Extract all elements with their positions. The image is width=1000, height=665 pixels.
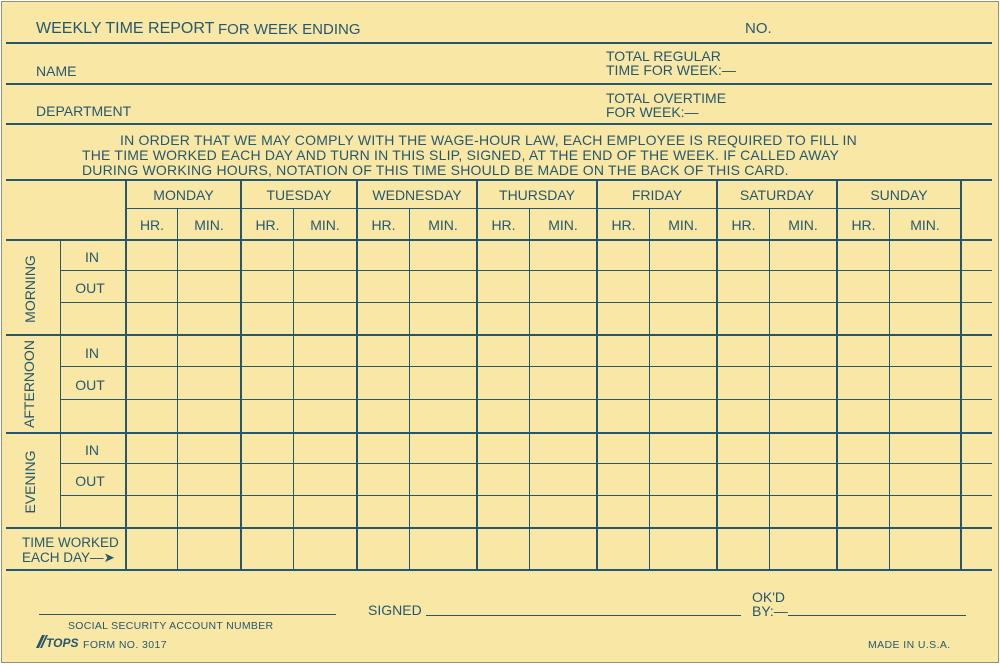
row-rule — [60, 495, 992, 496]
total-overtime-label-2: FOR WEEK:— — [606, 104, 699, 120]
hr-header: HR. — [851, 217, 876, 233]
department-rule — [6, 123, 992, 125]
name-rule — [6, 83, 992, 85]
min-header: MIN. — [668, 217, 698, 233]
grid-bottom-rule — [6, 569, 992, 571]
week-ending-label: FOR WEEK ENDING — [218, 21, 361, 38]
period-rule — [6, 527, 992, 529]
time-worked-label-1: TIME WORKED — [22, 535, 119, 550]
ssn-line — [39, 614, 336, 615]
grid-top-rule — [6, 179, 992, 181]
hr-min-divider — [293, 208, 294, 569]
signature-line — [426, 615, 741, 616]
hr-min-divider — [769, 208, 770, 569]
day-divider — [716, 179, 718, 569]
day-divider — [596, 179, 598, 569]
form-number: FORM NO. 3017 — [83, 639, 167, 651]
day-header-friday: FRIDAY — [631, 187, 683, 203]
department-label: DEPARTMENT — [36, 103, 132, 119]
total-overtime-label-1: TOTAL OVERTIME — [606, 90, 727, 106]
day-header-monday: MONDAY — [153, 187, 214, 203]
hr-header: HR. — [255, 217, 280, 233]
row-rule — [60, 366, 992, 367]
day-header-saturday: SATURDAY — [739, 187, 815, 203]
row-rule — [60, 463, 992, 464]
brand-name: TOPS — [46, 636, 79, 650]
in-label: IN — [85, 345, 99, 361]
okd-label-2: BY:— — [752, 603, 788, 619]
in-label: IN — [85, 442, 99, 458]
number-label: NO. — [745, 20, 772, 37]
day-header-thursday: THURSDAY — [499, 187, 575, 203]
min-header: MIN. — [548, 217, 578, 233]
notice-line-1: IN ORDER THAT WE MAY COMPLY WITH THE WAGE-HOUR LAW, EACH EMPLOYEE IS REQUIRED TO FILL IN — [120, 132, 857, 148]
period-label-morning: MORNING — [22, 255, 38, 323]
hr-header: HR. — [731, 217, 756, 233]
min-header: MIN. — [428, 217, 458, 233]
notice-line-2: THE TIME WORKED EACH DAY AND TURN IN THIS SLIP, SIGNED, AT THE END OF THE WEEK. IF CALLED AWAY — [82, 147, 840, 163]
hr-header: HR. — [139, 217, 165, 233]
made-in-label: MADE IN U.S.A. — [868, 639, 951, 651]
notice-text — [82, 133, 912, 178]
hr-min-divider — [649, 208, 650, 569]
day-header-tuesday: TUESDAY — [266, 187, 332, 203]
time-worked-label-2: EACH DAY—➤ — [22, 550, 115, 565]
ssn-label: SOCIAL SECURITY ACCOUNT NUMBER — [68, 620, 274, 632]
label-column-rule — [125, 179, 127, 569]
header-bottom-rule — [6, 239, 992, 241]
period-rule — [6, 334, 992, 336]
total-regular-label-1: TOTAL REGULAR — [606, 48, 721, 64]
row-rule — [60, 302, 992, 303]
hr-header: HR. — [611, 217, 636, 233]
signed-label: SIGNED — [368, 602, 422, 618]
day-header-sunday: SUNDAY — [870, 187, 928, 203]
day-divider — [356, 179, 358, 569]
period-label-afternoon: AFTERNOON — [21, 340, 37, 428]
out-label: OUT — [75, 377, 105, 393]
day-header-wednesday: WEDNESDAY — [372, 187, 462, 203]
hr-header: HR. — [371, 217, 396, 233]
min-header: MIN. — [788, 217, 818, 233]
period-rule — [6, 432, 992, 434]
period-label-evening: EVENING — [22, 450, 38, 514]
day-divider — [476, 179, 478, 569]
hr-min-divider — [529, 208, 530, 569]
out-label: OUT — [75, 473, 105, 489]
min-header: MIN. — [310, 217, 340, 233]
okd-label-1: OK'D — [752, 589, 786, 605]
min-header: MIN. — [194, 217, 224, 233]
day-divider — [836, 179, 838, 569]
grid-right-rule — [960, 179, 962, 569]
out-label: OUT — [75, 280, 105, 296]
period-column-rule — [60, 239, 61, 527]
hr-min-divider — [889, 208, 890, 569]
form-title: WEEKLY TIME REPORT — [36, 20, 215, 37]
header-rule — [6, 42, 992, 44]
hr-min-divider — [177, 208, 178, 569]
row-rule — [60, 399, 992, 400]
notice-line-3: DURING WORKING HOURS, NOTATION OF THIS TIME SHOULD BE MADE ON THE BACK OF THIS CARD. — [82, 162, 789, 178]
hr-header: HR. — [491, 217, 516, 233]
in-label: IN — [85, 249, 99, 265]
hr-min-divider — [409, 208, 410, 569]
row-rule — [60, 270, 992, 271]
total-regular-label-2: TIME FOR WEEK:— — [606, 62, 736, 78]
min-header: MIN. — [910, 217, 940, 233]
day-divider — [240, 179, 242, 569]
time-report-card — [1, 1, 999, 663]
okd-line — [788, 615, 966, 616]
name-label: NAME — [36, 63, 77, 79]
